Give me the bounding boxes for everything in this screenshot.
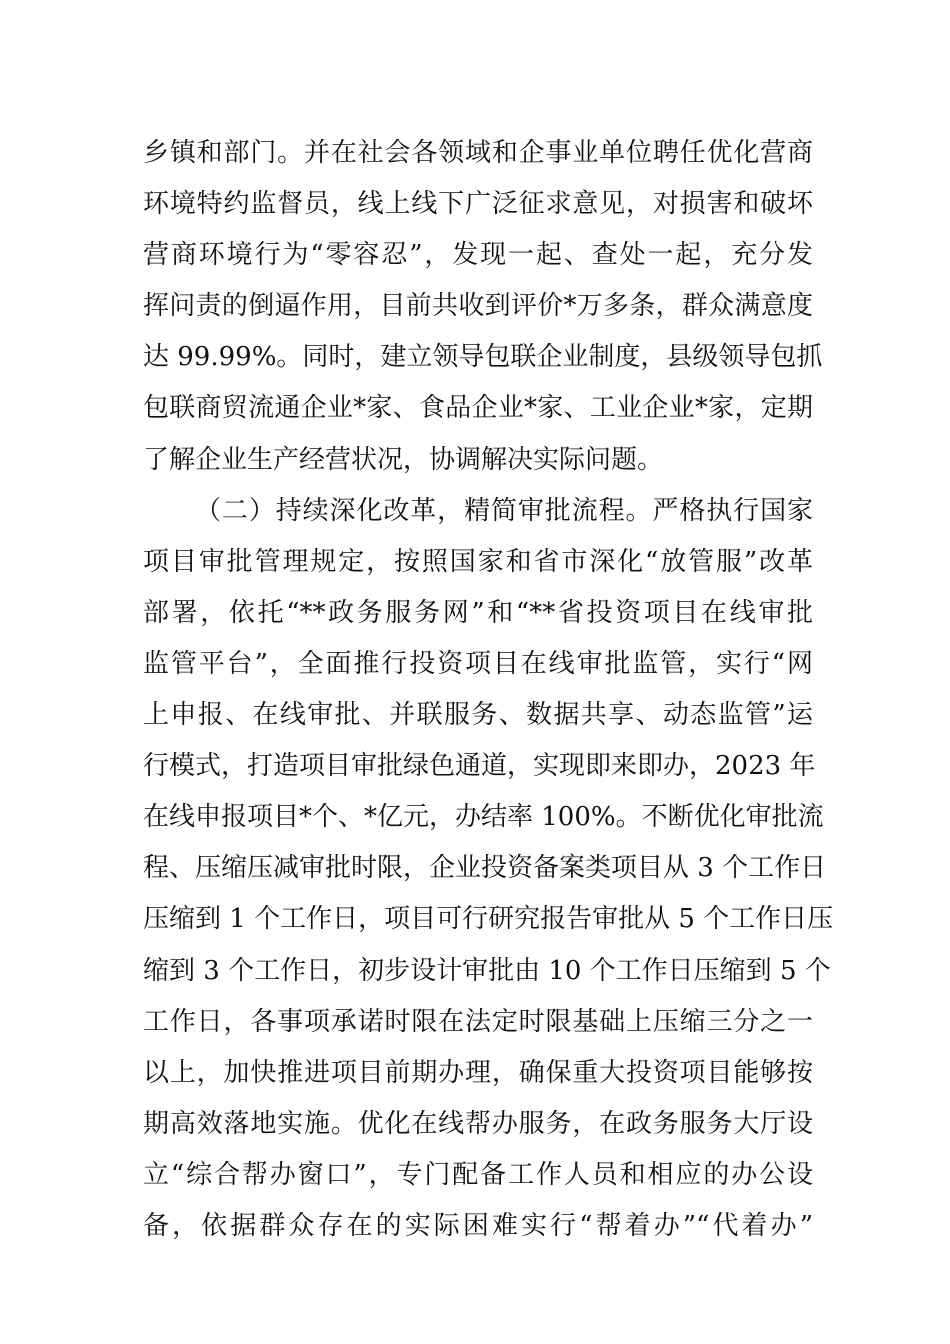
text-line: 以上，加快推进项目前期办理，确保重大投资项目能够按	[143, 1057, 813, 1088]
text-line: 缩到 3 个工作日，初步设计审批由 10 个工作日压缩到 5 个	[143, 955, 831, 986]
text-line: 部署，依托“**政务服务网”和“**省投资项目在线审批	[143, 597, 813, 628]
text-line: 期高效落地实施。优化在线帮办服务，在政务服务大厅设	[143, 1108, 813, 1139]
body-text	[143, 128, 834, 1252]
text-line: 营商环境行为“零容忍”，发现一起、查处一起，充分发	[143, 240, 813, 271]
paragraph-end-line: 了解企业生产经营状况，协调解决实际问题。	[143, 444, 664, 475]
text-line: 立“综合帮办窗口”，专门配备工作人员和相应的办公设	[143, 1159, 813, 1190]
text-line: 程、压缩压减审批时限，企业投资备案类项目从 3 个工作日	[143, 853, 827, 884]
text-line: 工作日，各事项承诺时限在法定时限基础上压缩三分之一	[143, 1006, 813, 1037]
text-line: 乡镇和部门。并在社会各领域和企事业单位聘任优化营商	[143, 138, 813, 168]
text-line: 项目审批管理规定，按照国家和省市深化“放管服”改革	[143, 546, 813, 577]
text-line: 上申报、在线审批、并联服务、数据共享、动态监管”运	[143, 700, 813, 731]
text-line: 监管平台”，全面推行投资项目在线审批监管，实行“网	[143, 648, 813, 679]
text-line: 达 99.99%。同时，建立领导包联企业制度，县级领导包抓	[143, 342, 823, 373]
text-line: 行模式，打造项目审批绿色通道，实现即来即办，2023 年	[143, 751, 816, 782]
text-line: 压缩到 1 个工作日，项目可行研究报告审批从 5 个工作日压	[143, 904, 834, 935]
text-line: 备，依据群众存在的实际困难实行“帮着办”“代着办”	[143, 1210, 813, 1241]
text-line: 包联商贸流通企业*家、食品企业*家、工业企业*家，定期	[143, 393, 813, 424]
text-line: 环境特约监督员，线上线下广泛征求意见，对损害和破坏	[143, 189, 813, 220]
text-line: 在线申报项目*个、*亿元，办结率 100%。不断优化审批流	[143, 802, 824, 833]
section-heading-line: （二）持续深化改革，精简审批流程。严格执行国家	[195, 495, 813, 526]
text-line: 挥问责的倒逼作用，目前共收到评价*万多条，群众满意度	[143, 291, 813, 322]
